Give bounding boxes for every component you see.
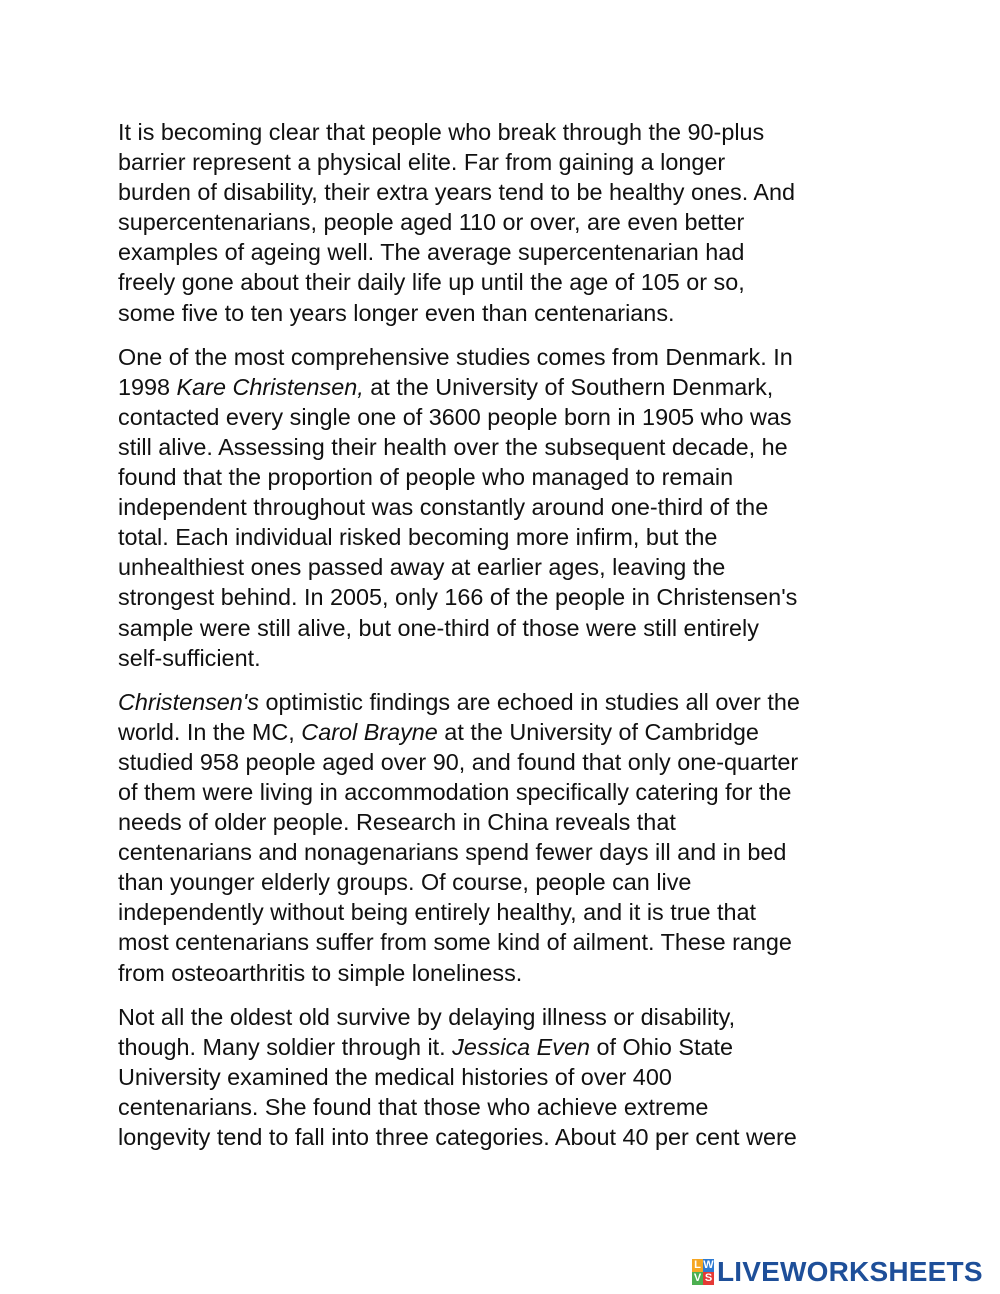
logo-mark-letter: S (704, 1272, 713, 1284)
text-line (118, 207, 898, 237)
text-line (118, 1092, 898, 1122)
text-run: of them were living in accommodation specifically catering for the (118, 778, 792, 805)
text-line (118, 372, 898, 402)
text-run: studied 958 people aged over 90, and found that only one-quarter (118, 748, 799, 775)
article-body (118, 117, 898, 1166)
text-line (118, 462, 898, 492)
text-run: independent throughout was constantly around one-third of the (118, 494, 769, 521)
emphasized-name: Kare Christensen, (176, 373, 364, 400)
text-line (118, 807, 898, 837)
text-line (118, 867, 898, 897)
text-line (118, 402, 898, 432)
text-line (118, 958, 898, 988)
text-run: One of the most comprehensive studies comes from Denmark. In (118, 343, 793, 370)
text-run: though. Many soldier through it. (118, 1033, 453, 1060)
text-line (118, 522, 898, 552)
text-run: centenarians and nonagenarians spend fewer days ill and in bed (118, 839, 787, 866)
text-run: strongest behind. In 2005, only 166 of the people in Christensen's (118, 584, 798, 611)
text-line (118, 267, 898, 297)
text-line (118, 897, 898, 927)
logo-mark-letter: W (703, 1259, 714, 1271)
text-run: of Ohio State (589, 1033, 734, 1060)
text-line (118, 1122, 898, 1152)
text-line (118, 298, 898, 328)
text-line (118, 747, 898, 777)
text-run: found that the proportion of people who managed to remain (118, 464, 734, 491)
text-line (118, 777, 898, 807)
text-line (118, 177, 898, 207)
text-line (118, 237, 898, 267)
text-line (118, 492, 898, 522)
text-line (118, 1062, 898, 1092)
emphasized-name: Carol Brayne (301, 718, 438, 745)
text-run: from osteoarthritis to simple loneliness. (118, 959, 523, 986)
text-line (118, 117, 898, 147)
text-line (118, 582, 898, 612)
text-run: examples of ageing well. The average supercentenarian had (118, 239, 745, 266)
liveworksheets-logo[interactable] (692, 1252, 983, 1292)
text-line (118, 1032, 898, 1062)
text-run: needs of older people. Research in China reveals that (118, 809, 676, 836)
text-line (118, 432, 898, 462)
text-run: centenarians. She found that those who achieve extreme (118, 1093, 709, 1120)
text-run: optimistic findings are echoed in studies all over the (258, 688, 800, 715)
text-line (118, 147, 898, 177)
text-run: burden of disability, their extra years tend to be healthy ones. And (118, 179, 796, 206)
text-line (118, 613, 898, 643)
text-run: at the University of Cambridge (437, 718, 759, 745)
paragraph (118, 117, 898, 328)
paragraph (118, 342, 898, 673)
text-run: It is becoming clear that people who break through the 90-plus (118, 119, 765, 145)
text-line (118, 552, 898, 582)
text-line (118, 643, 898, 673)
text-run: world. In the MC, (118, 718, 302, 745)
text-run: independently without being entirely healthy, and it is true that (118, 899, 757, 926)
text-run: total. Each individual risked becoming more infirm, but the (118, 524, 718, 551)
text-run: supercentenarians, people aged 110 or over, are even better (118, 209, 745, 236)
emphasized-name: Jessica Even (452, 1033, 590, 1060)
logo-mark-icon (692, 1259, 714, 1285)
text-run: some five to ten years longer even than centenarians. (118, 299, 675, 326)
logo-mark-letter: L (692, 1259, 703, 1272)
text-run: sample were still alive, but one-third of those were still entirely (118, 614, 759, 641)
text-run: unhealthiest ones passed away at earlier ages, leaving the (118, 554, 726, 581)
text-run: 1998 (118, 373, 177, 400)
text-run: at the University of Southern Denmark, (363, 373, 774, 400)
text-run: Not all the oldest old survive by delaying illness or disability, (118, 1003, 736, 1030)
paragraph (118, 1002, 898, 1152)
text-line (118, 927, 898, 957)
text-line (118, 342, 898, 372)
text-run: freely gone about their daily life up until the age of 105 or so, (118, 269, 745, 296)
text-run: than younger elderly groups. Of course, people can live (118, 869, 692, 896)
logo-mark-letter: V (693, 1272, 702, 1284)
text-line (118, 687, 898, 717)
emphasized-name: Christensen's (118, 688, 259, 715)
text-line (118, 717, 898, 747)
text-run: still alive. Assessing their health over the subsequent decade, he (118, 433, 788, 460)
text-run: barrier represent a physical elite. Far from gaining a longer (118, 149, 726, 176)
text-run: most centenarians suffer from some kind of ailment. These range (118, 929, 792, 956)
text-run: contacted every single one of 3600 people born in 1905 who was (118, 403, 792, 430)
text-line (118, 1002, 898, 1032)
text-line (118, 837, 898, 867)
text-run: University examined the medical histories of over 400 (118, 1063, 672, 1090)
logo-text: LIVEWORKSHEETS (717, 1256, 983, 1287)
paragraph (118, 687, 898, 988)
text-run: self-sufficient. (118, 644, 261, 671)
text-run: longevity tend to fall into three categories. About 40 per cent were (118, 1124, 797, 1150)
